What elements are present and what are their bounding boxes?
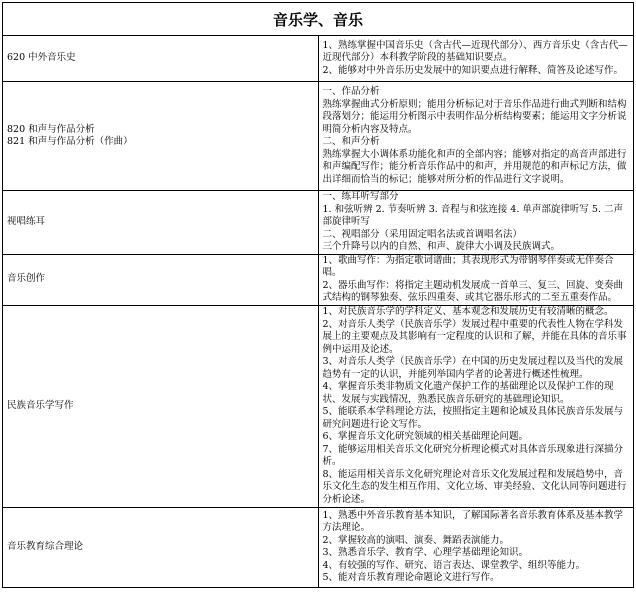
requirements-cell (318, 254, 634, 305)
subject-cell (3, 82, 319, 191)
table-title: 音乐学、音乐 (3, 3, 634, 36)
requirement-line: 6、掌握音乐文化研究领域的相关基础理论问题。 (322, 431, 529, 442)
subject-name: 音乐创作 (7, 273, 46, 285)
subject-name: 820 和声与作品分析 (7, 123, 95, 135)
requirement-line: 1. 和弦听辨 2. 节奏听辨 3. 音程与和弦连接 4. 单声部旋律听写 5. 二声部旋律听写 (322, 203, 623, 227)
requirement-line: 熟练掌握曲式分析原则；能用分析标记对于音乐作品进行曲式判断和结构段落划分；能运用分析图示中表明作品分析结构要素；能运用文字分析说明简分析内容及特点。 (322, 98, 627, 135)
subject-name: 821 和声与作品分析（作曲） (7, 136, 133, 147)
requirement-line: 7、能够运用相关音乐文化研究分析理论模式对具体音乐现象进行深描分析。 (322, 443, 624, 467)
table-row (3, 82, 634, 191)
requirement-line: 二、和声分析 (322, 136, 380, 147)
requirement-line: 1、对民族音乐学的学科定义、基本观念和发展历史有较清晰的概念。 (322, 306, 614, 317)
table-row (3, 36, 634, 82)
requirement-line: 2、对音乐人类学（民族音乐学）发展过程中重要的代表性人物在学科发展上的主要观点及其影响有一定程度的认识和了解，并能在具体的音乐事例中运用及论述。 (322, 318, 627, 355)
table-row (3, 507, 634, 587)
requirement-line: 8、能运用相关音乐文化研究理论对音乐文化发展过程和发展趋势中，音乐文化生态的发生相互作用、文化立场、审美经验、文化认同等问题进行分析论述。 (322, 468, 627, 505)
subject-cell (3, 507, 319, 587)
requirement-line: 一、练耳听写部分 (322, 191, 399, 202)
requirements-cell (318, 191, 634, 255)
subject-cell (3, 254, 319, 305)
requirement-line: 二、视唱部分（采用固定唱名法或首调唱名法） (322, 228, 523, 240)
subject-name: 民族音乐学写作 (7, 399, 74, 411)
table-row (3, 191, 634, 255)
requirement-line: 1、熟练掌握中国音乐史（含古代—近现代部分）、西方音乐史（含古代—近现代部分）本科教学阶段的基础知识要点。 (322, 39, 628, 64)
subject-cell (3, 305, 319, 507)
table-row (3, 305, 634, 507)
requirements-cell (318, 305, 634, 507)
requirement-line: 1、歌曲写作：为指定歌词谱曲；其表现形式为带钢琴伴奏或无伴奏合唱。 (322, 254, 614, 278)
requirement-line: 3、对音乐人类学（民族音乐学）在中国的历史发展过程以及当代的发展趋势有一定的认识，并能列举国内学者的论著进行概述性梳理。 (322, 356, 624, 380)
subject-cell (3, 191, 319, 255)
requirement-line: 三个升降号以内的自然、和声、旋律大小调及民族调式。 (322, 241, 561, 252)
requirement-line: 一、作品分析 (322, 86, 380, 97)
subject-name: 音乐教育综合理论 (7, 540, 84, 552)
requirement-line: 5、能联系本学科理论方法，按照指定主题和论域及具体民族音乐发展与研究问题进行论文写作。 (322, 406, 624, 430)
requirements-cell (318, 36, 634, 82)
subject-cell (3, 36, 319, 82)
requirement-line: 1、熟悉中外音乐教育基本知识，了解国际著名音乐教育体系及基本教学方法理论。 (322, 509, 624, 533)
subject-name: 视唱练耳 (7, 216, 46, 227)
table-row (3, 254, 634, 305)
requirement-line: 5、能对音乐教育理论命题论文进行写作。 (322, 572, 500, 583)
requirement-line: 2、能够对中外音乐历史发展中的知识要点进行解释、简答及论述写作。 (322, 64, 624, 76)
requirement-line: 4、掌握音乐类非物质文化遗产保护工作的基础理论以及保护工作的现状、发展与实践情况，熟悉民族音乐研究的基础理论知识。 (322, 381, 614, 405)
requirement-line: 4、有较强的写作、研究、语言表达、课堂教学、组织等能力。 (322, 559, 586, 571)
requirements-cell (318, 507, 634, 587)
requirement-line: 2、器乐曲写作：将指定主题动机发展成一首单三、复三、回旋、变奏曲式结构的钢琴独奏、弦乐四重奏、或其它器乐形式的二至五重奏作品。 (322, 279, 624, 303)
requirement-line: 3、熟悉音乐学、教育学、心理学基础理论知识。 (322, 547, 529, 558)
requirement-line: 2、掌握较高的演唱、演奏、舞蹈表演能力。 (322, 534, 510, 546)
requirements-cell (318, 82, 634, 191)
title-row (3, 3, 634, 36)
syllabus-table (2, 2, 634, 588)
subject-name: 620 中外音乐史 (7, 52, 76, 64)
requirement-line: 熟练掌握大小调体系功能化和声的全部内容；能够对指定的高音声部进行和声编配写作；能分析音乐作品中的和声，并用规范的和声标记方法，做出详细而恰当的标记；能够对所分析的作品进行文字说明。 (322, 148, 627, 185)
